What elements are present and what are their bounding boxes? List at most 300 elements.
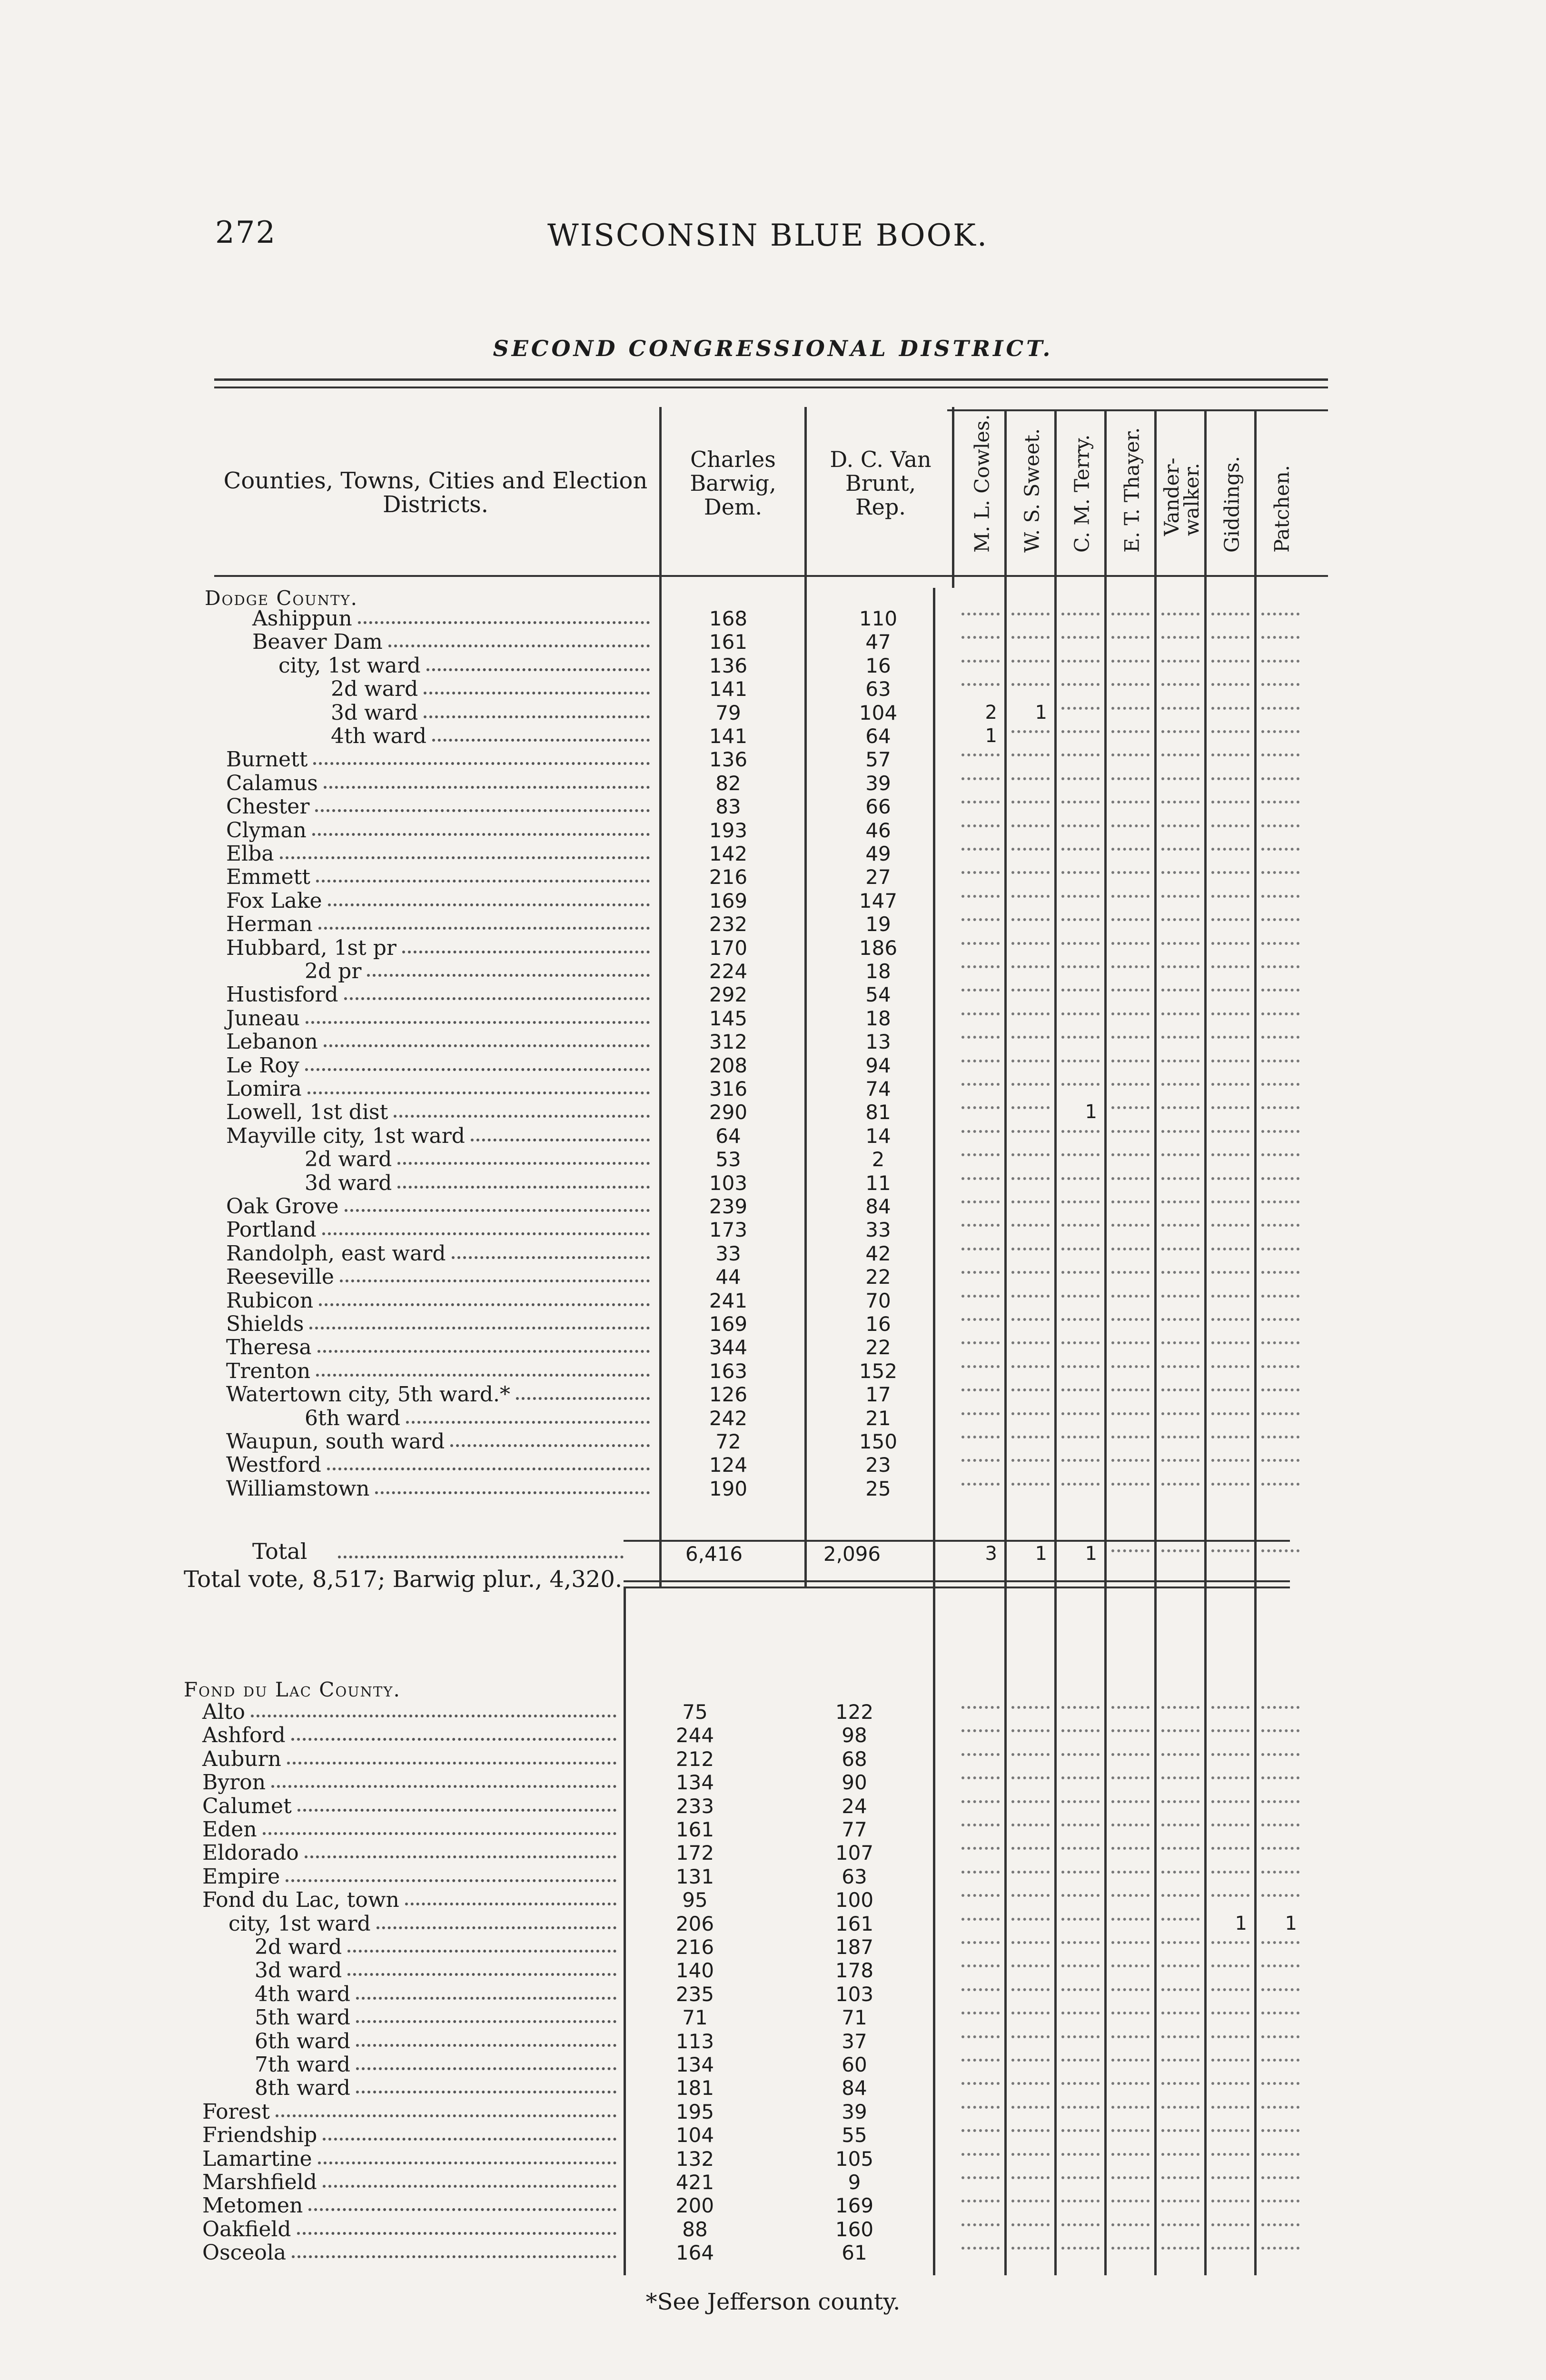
vanbrunt-votes: 23 [865,1453,891,1477]
row-leader-dots [318,2162,616,2164]
row-leader-dots [394,1115,650,1118]
empty-cell-dots [1161,2247,1199,2250]
row-leader-dots [323,2138,616,2141]
barwig-votes: 235 [675,1983,714,2006]
row-place-name: 2d ward [255,1935,342,1959]
empty-cell-dots [1161,801,1199,803]
place-column-header: Counties, Towns, Cities and Election Districts. [223,467,648,518]
empty-cell-dots [1061,1483,1100,1486]
vanbrunt-votes: 11 [865,1171,891,1195]
empty-cell-dots [1011,1177,1050,1180]
empty-cell-dots [961,1894,1000,1897]
empty-cell-dots [1011,636,1050,639]
empty-cell-dots [1111,1388,1150,1391]
empty-cell-dots [1211,1177,1249,1180]
empty-cell-dots [961,1824,1000,1826]
empty-cell-dots [1211,1341,1249,1344]
dodge-total-label: Total [252,1538,307,1564]
empty-cell-dots [1261,2247,1299,2250]
empty-cell-dots [1011,1388,1050,1391]
empty-cell-dots [1211,895,1249,898]
empty-cell-dots [961,1388,1000,1391]
table-row [0,1407,1546,1430]
empty-cell-dots [1061,1894,1100,1897]
empty-cell-dots [1161,2012,1199,2014]
empty-cell-dots [1111,1271,1150,1274]
vanbrunt-votes: 160 [835,2218,874,2241]
empty-cell-dots [1111,2247,1150,2250]
empty-cell-dots [1011,2035,1050,2038]
empty-cell-dots [1211,871,1249,874]
barwig-votes: 134 [675,1771,714,1794]
row-place-name: 6th ward [305,1406,401,1430]
empty-cell-dots [1011,2012,1050,2014]
barwig-votes: 195 [675,2100,714,2123]
empty-cell-dots [1211,730,1249,733]
row-place-name: Friendship [202,2123,317,2147]
empty-cell-dots [1061,848,1100,851]
empty-cell-dots [1211,1012,1249,1015]
empty-cell-dots [1011,2082,1050,2085]
vanbrunt-votes: 169 [835,2194,874,2217]
empty-cell-dots [1061,801,1100,803]
empty-cell-dots [961,2012,1000,2014]
empty-cell-dots [1011,1753,1050,1756]
empty-cell-dots [1011,2129,1050,2132]
row-leader-dots [327,1468,650,1470]
empty-cell-dots [1261,1549,1299,1552]
empty-cell-dots [1061,2153,1100,2156]
row-leader-dots [452,1256,650,1259]
empty-cell-dots [1261,2012,1299,2014]
vanbrunt-votes: 24 [842,1795,867,1818]
empty-cell-dots [1261,1295,1299,1298]
empty-cell-dots [1061,942,1100,945]
empty-cell-dots [1211,1549,1249,1552]
empty-cell-dots [1061,1341,1100,1344]
empty-cell-dots [1011,1729,1050,1732]
empty-cell-dots [1161,1483,1199,1486]
empty-cell-dots [1211,1365,1249,1368]
empty-cell-dots [961,2059,1000,2062]
barwig-votes: 64 [715,1124,741,1148]
empty-cell-dots [1161,1248,1199,1250]
empty-cell-dots [1061,871,1100,874]
empty-cell-dots [961,1012,1000,1015]
empty-cell-dots [961,1800,1000,1803]
empty-cell-dots [1161,1060,1199,1062]
empty-cell-dots [1261,1941,1299,1944]
empty-cell-dots [961,2106,1000,2109]
table-row [0,1383,1546,1406]
barwig-votes: 44 [715,1265,741,1289]
empty-cell-dots [1061,1871,1100,1874]
empty-cell-dots [1261,1271,1299,1274]
empty-cell-dots [1261,848,1299,851]
empty-cell-dots [1261,1083,1299,1086]
row-place-name: Ashford [202,1723,286,1747]
empty-cell-dots [961,942,1000,945]
empty-cell-dots [1211,1847,1249,1850]
empty-cell-dots [1261,1894,1299,1897]
empty-cell-dots [1161,989,1199,992]
empty-cell-dots [1161,1894,1199,1897]
empty-cell-dots [1111,965,1150,968]
barwig-votes: 170 [709,936,748,960]
barwig-votes: 124 [709,1453,748,1477]
empty-cell-dots [1261,1177,1299,1180]
empty-cell-dots [1261,777,1299,780]
empty-cell-dots [1161,1318,1199,1321]
minor-candidate-votes: 1 [1235,1913,1247,1934]
row-leader-dots [271,1785,616,1788]
table-row [0,1818,1546,1841]
row-place-name: Hubbard, 1st pr [226,936,396,960]
empty-cell-dots [1261,1012,1299,1015]
divider-vanbrunt [952,407,954,588]
empty-cell-dots [1211,1248,1249,1250]
empty-cell-dots [1011,942,1050,945]
top-double-rule-1 [214,378,1328,381]
empty-cell-dots [961,1483,1000,1486]
vanbrunt-votes: 63 [842,1865,867,1888]
table-row [0,2123,1546,2147]
empty-cell-dots [1011,613,1050,615]
row-place-name: Reeseville [226,1265,334,1289]
empty-cell-dots [1261,2035,1299,2038]
barwig-votes: 33 [715,1242,741,1265]
vanbrunt-votes: 103 [835,1983,874,2006]
row-place-name: 4th ward [255,1982,351,2006]
terry-header-text: C. M. Terry. [1070,434,1093,553]
row-leader-dots [432,739,650,742]
table-row [0,2030,1546,2053]
empty-cell-dots [1211,1988,1249,1991]
empty-cell-dots [1261,942,1299,945]
empty-cell-dots [1011,1941,1050,1944]
row-place-name: Rubicon [226,1289,314,1313]
empty-cell-dots [1011,777,1050,780]
table-row [0,677,1546,701]
row-place-name: Hustisford [226,982,338,1007]
empty-cell-dots [961,1365,1000,1368]
empty-cell-dots [1261,1964,1299,1967]
row-leader-dots [322,1232,650,1235]
table-row [0,865,1546,889]
table-row [0,607,1546,630]
row-leader-dots [356,2044,616,2047]
empty-cell-dots [1261,754,1299,756]
empty-cell-dots [1011,2176,1050,2179]
empty-cell-dots [1261,636,1299,639]
row-place-name: 7th ward [255,2053,351,2077]
barwig-votes: 173 [709,1218,748,1241]
barwig-votes: 168 [709,607,748,630]
empty-cell-dots [961,1729,1000,1732]
empty-cell-dots [1111,1130,1150,1133]
empty-cell-dots [961,1776,1000,1779]
empty-cell-dots [1161,2223,1199,2226]
empty-cell-dots [961,1106,1000,1109]
vanbrunt-votes: 13 [865,1030,891,1053]
row-leader-dots [292,2255,616,2258]
empty-cell-dots [961,1060,1000,1062]
row-leader-dots [426,668,650,671]
empty-cell-dots [1211,754,1249,756]
empty-cell-dots [1011,1106,1050,1109]
row-leader-dots [406,1421,650,1424]
row-leader-dots [402,951,650,953]
barwig-votes: 290 [709,1101,748,1124]
table-row [0,1054,1546,1077]
empty-cell-dots [1111,1436,1150,1438]
empty-cell-dots [1161,1776,1199,1779]
empty-cell-dots [961,1130,1000,1133]
row-place-name: Eden [202,1817,257,1842]
barwig-votes: 113 [675,2030,714,2053]
empty-cell-dots [1211,1295,1249,1298]
empty-cell-dots [1111,1106,1150,1109]
empty-cell-dots [1161,1549,1199,1552]
row-leader-dots [263,1832,616,1835]
vanbrunt-votes: 55 [842,2123,867,2147]
row-leader-dots [356,2067,616,2070]
row-place-name: Burnett [226,747,308,772]
empty-cell-dots [961,1459,1000,1462]
empty-cell-dots [1261,1130,1299,1133]
empty-cell-dots [1261,1824,1299,1826]
empty-cell-dots [1111,1224,1150,1227]
empty-cell-dots [1111,942,1150,945]
table-row [0,2218,1546,2241]
row-leader-dots [516,1397,650,1400]
empty-cell-dots [1211,1224,1249,1227]
empty-cell-dots [1211,613,1249,615]
barwig-votes: 244 [675,1724,714,1747]
empty-cell-dots [1161,1871,1199,1874]
empty-cell-dots [961,2247,1000,2250]
row-leader-dots [347,1950,616,1953]
empty-cell-dots [1261,1224,1299,1227]
empty-cell-dots [1111,2106,1150,2109]
empty-cell-dots [1061,2176,1100,2179]
empty-cell-dots [961,1248,1000,1250]
empty-cell-dots [1261,2153,1299,2156]
empty-cell-dots [1111,1012,1150,1015]
table-row [0,1477,1546,1500]
empty-cell-dots [1111,754,1150,756]
empty-cell-dots [1161,754,1199,756]
empty-cell-dots [1211,1753,1249,1756]
empty-cell-dots [1211,1871,1249,1874]
vanbrunt-votes: 54 [865,983,891,1006]
empty-cell-dots [1211,2200,1249,2202]
table-row [0,1430,1546,1453]
empty-cell-dots [961,2200,1000,2202]
empty-cell-dots [1111,1200,1150,1203]
empty-cell-dots [1111,1918,1150,1921]
empty-cell-dots [1261,989,1299,992]
empty-cell-dots [1161,1824,1199,1826]
barwig-votes: 136 [709,748,748,771]
table-row [0,2053,1546,2076]
row-leader-dots [297,1809,616,1812]
table-row [0,936,1546,960]
empty-cell-dots [1061,2129,1100,2132]
empty-cell-dots [1211,1941,1249,1944]
row-place-name: 5th ward [255,2005,351,2030]
empty-cell-dots [1061,1847,1100,1850]
row-place-name: Trenton [226,1359,311,1383]
barwig-votes: 169 [709,889,748,912]
vanbrunt-votes: 152 [859,1359,898,1383]
empty-cell-dots [1261,2106,1299,2109]
row-place-name: 3d ward [331,701,418,725]
empty-cell-dots [1011,1706,1050,1709]
empty-cell-dots [1161,1412,1199,1415]
barwig-votes: 72 [715,1430,741,1453]
row-leader-dots [324,786,650,789]
empty-cell-dots [1111,2200,1150,2202]
empty-cell-dots [1111,730,1150,733]
empty-cell-dots [961,2035,1000,2038]
row-place-name: Herman [226,912,313,936]
barwig-votes: 316 [709,1077,748,1101]
empty-cell-dots [1211,1729,1249,1732]
giddings-column-header [1207,414,1257,576]
empty-cell-dots [1061,2200,1100,2202]
empty-cell-dots [1111,1800,1150,1803]
terry-column-header [1057,414,1107,576]
row-leader-dots [280,856,650,859]
empty-cell-dots [1061,1224,1100,1227]
empty-cell-dots [1261,801,1299,803]
empty-cell-dots [1011,1318,1050,1321]
empty-cell-dots [1061,1459,1100,1462]
row-leader-dots [291,1738,616,1741]
empty-cell-dots [1211,1706,1249,1709]
empty-cell-dots [1061,1753,1100,1756]
barwig-votes: 142 [709,842,748,865]
empty-cell-dots [1161,942,1199,945]
empty-cell-dots [1261,824,1299,827]
vanbrunt-votes: 110 [859,607,898,630]
empty-cell-dots [961,1318,1000,1321]
empty-cell-dots [961,1341,1000,1344]
empty-cell-dots [1011,1060,1050,1062]
empty-cell-dots [1111,1753,1150,1756]
empty-cell-dots [1261,1776,1299,1779]
vanbrunt-votes: 16 [865,1312,891,1336]
empty-cell-dots [1061,1177,1100,1180]
empty-cell-dots [1111,1248,1150,1250]
table-row [0,1888,1546,1912]
empty-cell-dots [1011,2200,1050,2202]
empty-cell-dots [1111,2082,1150,2085]
empty-cell-dots [1111,2059,1150,2062]
vanbrunt-votes: 150 [859,1430,898,1453]
empty-cell-dots [1061,1295,1100,1298]
empty-cell-dots [1261,2176,1299,2179]
empty-cell-dots [1111,801,1150,803]
vanbrunt-votes: 84 [842,2076,867,2100]
row-leader-dots [367,974,650,977]
empty-cell-dots [1011,1459,1050,1462]
empty-cell-dots [1061,707,1100,710]
table-row [0,2194,1546,2217]
vanderwalker-header-text: Vander- walker. [1160,457,1203,536]
empty-cell-dots [961,918,1000,921]
empty-cell-dots [1211,2153,1249,2156]
barwig-votes: 131 [675,1865,714,1888]
empty-cell-dots [1111,1365,1150,1368]
empty-cell-dots [1161,1295,1199,1298]
table-row [0,1724,1546,1747]
empty-cell-dots [1061,1200,1100,1203]
barwig-votes: 241 [709,1289,748,1312]
barwig-votes: 206 [675,1912,714,1935]
total-minor-votes: 3 [985,1543,997,1565]
vanbrunt-votes: 161 [835,1912,874,1935]
empty-cell-dots [961,1964,1000,1967]
empty-cell-dots [1261,613,1299,615]
empty-cell-dots [961,636,1000,639]
empty-cell-dots [1261,1483,1299,1486]
empty-cell-dots [1211,1459,1249,1462]
empty-cell-dots [1261,707,1299,710]
empty-cell-dots [1161,1847,1199,1850]
empty-cell-dots [1161,918,1199,921]
barwig-votes: 79 [715,701,741,724]
row-place-name: Clyman [226,818,307,843]
empty-cell-dots [1011,1036,1050,1039]
vanbrunt-votes: 17 [865,1383,891,1406]
empty-cell-dots [1011,1012,1050,1015]
vanbrunt-votes: 98 [842,1724,867,1747]
empty-cell-dots [1111,1412,1150,1415]
empty-cell-dots [1161,2059,1199,2062]
barwig-votes: 83 [715,795,741,818]
vanbrunt-votes: 14 [865,1124,891,1148]
empty-cell-dots [1261,918,1299,921]
empty-cell-dots [961,871,1000,874]
table-row [0,1453,1546,1477]
empty-cell-dots [1161,2082,1199,2085]
vanbrunt-votes: 33 [865,1218,891,1241]
row-place-name: Theresa [226,1335,312,1359]
empty-cell-dots [1211,2176,1249,2179]
row-leader-dots [316,880,650,883]
empty-cell-dots [1161,871,1199,874]
empty-cell-dots [1061,777,1100,780]
vanbrunt-votes: 77 [842,1818,867,1841]
empty-cell-dots [1161,1106,1199,1109]
empty-cell-dots [1161,1800,1199,1803]
empty-cell-dots [1011,730,1050,733]
empty-cell-dots [1161,2035,1199,2038]
vanbrunt-votes: 90 [842,1771,867,1794]
empty-cell-dots [1061,2247,1100,2250]
row-place-name: Shields [226,1312,304,1336]
empty-cell-dots [1211,2059,1249,2062]
empty-cell-dots [1061,1083,1100,1086]
empty-cell-dots [1161,730,1199,733]
dodge-total-vanbrunt: 2,096 [823,1542,881,1566]
row-place-name: 3d ward [255,1958,342,1983]
empty-cell-dots [1011,1894,1050,1897]
empty-cell-dots [1211,848,1249,851]
empty-cell-dots [1111,1847,1150,1850]
